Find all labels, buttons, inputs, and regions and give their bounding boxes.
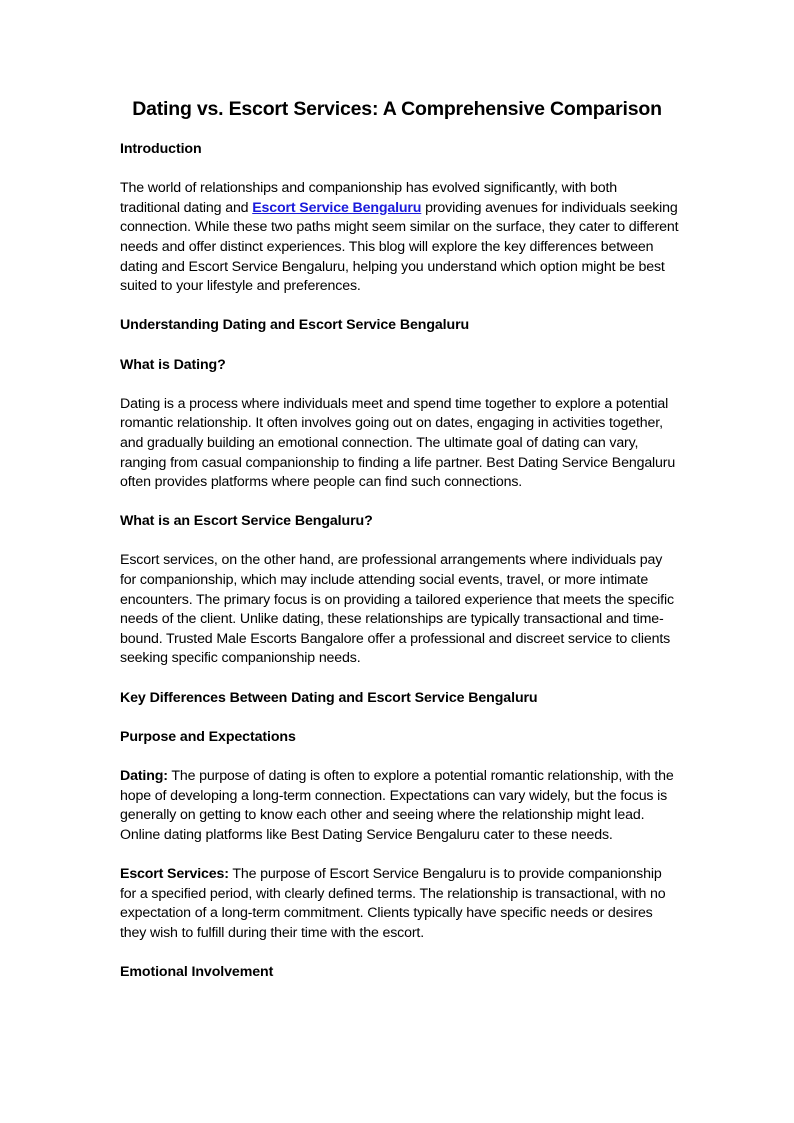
document-title: Dating vs. Escort Services: A Comprehensive Comparison (132, 98, 662, 120)
intro-text-after: providing avenues for individuals seeking connection. While these two paths might seem similar on the surface, they cater to different needs and offer distinct experiences. This blog will explore the key differences between dating and Escort Service Bengaluru, helping you understand which option might be best suited to your lifestyle and preferences. (120, 199, 679, 295)
emotional-heading: Emotional Involvement (120, 963, 274, 980)
intro-heading: Introduction (120, 141, 202, 157)
dating-purpose-text: The purpose of dating is often to explore a potential romantic relationship, with the hope of developing a long-term connection. Expectations can vary widely, but the focus is generally on getting to know each other and seeing where the relationship might lead. Online dating platforms like Best Dating Service Bengaluru cater to these needs. (120, 768, 674, 843)
purpose-heading: Purpose and Expectations (120, 728, 296, 745)
understanding-heading: Understanding Dating and Escort Service Bengaluru (120, 317, 470, 334)
document-page (120, 96, 680, 1002)
what-escort-paragraph: Escort services, on the other hand, are professional arrangements where individuals pay for companionship, which may include attending social events, travel, or more intimate encounters. The primary focus is on providing a tailored experience that meets the specific needs of the client. Unlike dating, these relationships are typically transactional and time-bound. Trusted Male Escorts Bangalore offer a professional and discreet service to clients seeking specific companionship needs. (120, 552, 674, 667)
escort-label: Escort Services: (120, 865, 229, 882)
escort-purpose-text: The purpose of Escort Service Bengaluru is to provide companionship for a specified period, with clearly defined terms. The relationship is transactional, with no expectation of a long-term commitment. Clients typically have specific needs or desires they wish to fulfill during their time with the escort. (120, 865, 666, 941)
what-dating-paragraph: Dating is a process where individuals meet and spend time together to explore a potential romantic relationship. It often involves going out on dates, engaging in activities together, and gradually building an emotional connection. The ultimate goal of dating can vary, ranging from casual companionship to finding a life partner. Best Dating Service Bengaluru often provides platforms where people can find such connections. (120, 395, 676, 491)
key-differences-heading: Key Differences Between Dating and Escort Service Bengaluru (120, 689, 538, 706)
intro-text-before: The world of relationships and companionship has evolved significantly, with both traditional dating and (120, 180, 618, 216)
intro-paragraph (120, 179, 680, 297)
what-escort-heading: What is an Escort Service Bengaluru? (120, 513, 373, 530)
escort-service-link[interactable]: Escort Service Bengaluru (252, 199, 422, 216)
dating-label: Dating: (120, 768, 168, 784)
what-dating-heading: What is Dating? (120, 356, 226, 373)
escort-purpose-paragraph (120, 865, 680, 943)
dating-purpose-paragraph (120, 767, 680, 845)
